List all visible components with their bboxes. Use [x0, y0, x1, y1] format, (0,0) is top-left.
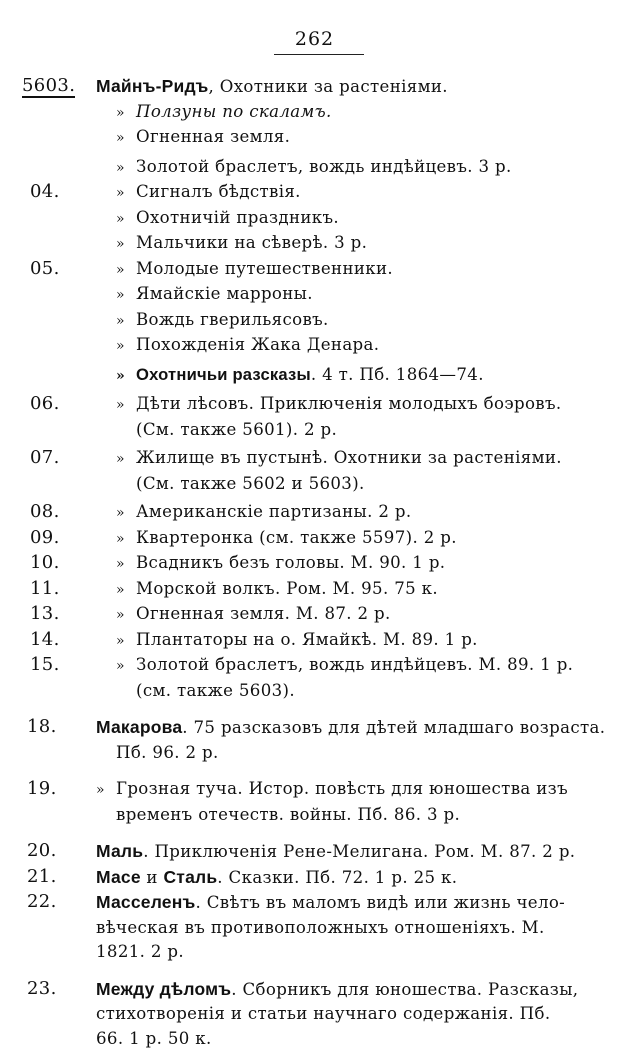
- entry-number: 5603.: [22, 75, 75, 98]
- entry-number: 18.: [22, 715, 96, 765]
- entry-details: (См. также 5601). 2 р.: [116, 418, 622, 443]
- entry-5603: [22, 74, 622, 100]
- entry-title: Золотой браслетъ, вождь индѣйцевъ. 3 р.: [136, 157, 512, 176]
- entry-number: 11.: [22, 577, 96, 603]
- page-number: 262: [0, 28, 629, 50]
- entry-title: Ямайскіе марроны.: [136, 284, 313, 303]
- ditto-mark: »: [116, 364, 136, 389]
- ditto-mark: »: [116, 578, 136, 603]
- entry-13: [22, 602, 622, 628]
- entry-04: [22, 180, 622, 206]
- entry-title: Дѣти лѣсовъ. Приключенія молодыхъ боэровъ.: [136, 394, 562, 413]
- entry-details: 66. 1 р. 50 к.: [96, 1027, 622, 1051]
- entry-title: , Охотники за растеніями.: [209, 77, 448, 96]
- entry-5603-sub-1: [22, 100, 622, 126]
- entry-title: Огненная земля.: [136, 127, 290, 146]
- entry-5603-sub-2: [22, 125, 622, 151]
- ditto-mark: »: [116, 283, 136, 308]
- entry-21: [22, 865, 622, 891]
- entry-details: 1821. 2 р.: [96, 940, 622, 965]
- entry-number: 23.: [22, 977, 96, 1051]
- ditto-mark: »: [116, 393, 136, 418]
- entry-number: 21.: [22, 865, 96, 891]
- entry-number: 07.: [22, 446, 96, 496]
- entry-number: 22.: [22, 890, 96, 965]
- entry-title: Вождь гверильясовъ.: [136, 310, 329, 329]
- entry-05-sub-3: [22, 333, 622, 359]
- entry-5603-sub-3: [22, 155, 622, 181]
- entry-title-continued: стихотворенія и статьи научнаго содержанія. Пб.: [96, 1002, 622, 1027]
- entry-04-sub-2: [22, 231, 622, 257]
- entry-number: 04.: [22, 180, 96, 206]
- ditto-mark: »: [116, 207, 136, 232]
- catalog-entries: [22, 74, 622, 1051]
- ditto-mark: »: [116, 603, 136, 628]
- entry-title: . 75 разсказовъ для дѣтей младшаго возраста.: [182, 718, 605, 737]
- entry-08: [22, 500, 622, 526]
- entry-title: . Свѣтъ въ маломъ видѣ или жизнь чело-: [195, 893, 565, 912]
- page-number-rule: [274, 54, 364, 55]
- entry-number: 09.: [22, 526, 96, 552]
- ditto-mark: »: [116, 501, 136, 526]
- entry-title: Похожденія Жака Денара.: [136, 335, 379, 354]
- ditto-mark: »: [116, 447, 136, 472]
- entry-number: 15.: [22, 653, 96, 703]
- entry-06: [22, 392, 622, 442]
- entry-05-sub-1: [22, 282, 622, 308]
- entry-title: Морской волкъ. Ром. М. 95. 75 к.: [136, 579, 438, 598]
- ditto-mark: »: [116, 334, 136, 359]
- entry-title: . Сборникъ для юношества. Разсказы,: [231, 980, 578, 999]
- entry-title: Квартеронка (см. также 5597). 2 р.: [136, 528, 457, 547]
- entry-author: Майнъ-Ридъ: [96, 76, 209, 96]
- entry-title: Ползуны по скаламъ.: [136, 102, 332, 121]
- ditto-mark: »: [116, 258, 136, 283]
- entry-title: Молодые путешественники.: [136, 259, 393, 278]
- entry-number: 06.: [22, 392, 96, 442]
- entry-10: [22, 551, 622, 577]
- entry-title: Сигналъ бѣдствія.: [136, 182, 301, 201]
- entry-author: Маль: [96, 841, 143, 861]
- entry-details: (См. также 5602 и 5603).: [116, 472, 622, 497]
- entry-title: Жилище въ пустынѣ. Охотники за растеніями.: [136, 448, 562, 467]
- entry-author: Масселенъ: [96, 892, 195, 912]
- entry-author-2: Сталь: [163, 867, 217, 887]
- entry-title: Огненная земля. М. 87. 2 р.: [136, 604, 391, 623]
- ditto-mark: »: [116, 654, 136, 679]
- entry-title: Американскіе партизаны. 2 р.: [136, 502, 411, 521]
- entry-author: Макарова: [96, 717, 182, 737]
- entry-20: [22, 839, 622, 865]
- ditto-mark: »: [116, 527, 136, 552]
- entry-details: . 4 т. Пб. 1864—74.: [311, 365, 484, 384]
- entry-05-sub-2: [22, 308, 622, 334]
- entry-09: [22, 526, 622, 552]
- ditto-mark: »: [116, 126, 136, 151]
- entry-title: Мальчики на сѣверѣ. 3 р.: [136, 233, 367, 252]
- entry-title: . Приключенія Рене-Мелигана. Ром. М. 87. 2 р.: [143, 842, 575, 861]
- entry-title: Всадникъ безъ головы. М. 90. 1 р.: [136, 553, 445, 572]
- ditto-mark: »: [116, 232, 136, 257]
- entry-number: 19.: [22, 777, 96, 827]
- entry-number: 08.: [22, 500, 96, 526]
- entry-14: [22, 628, 622, 654]
- entry-number: 10.: [22, 551, 96, 577]
- entry-details: Пб. 96. 2 р.: [96, 741, 622, 766]
- ditto-mark: »: [116, 101, 136, 126]
- entry-22: [22, 890, 622, 965]
- entry-title: Плантаторы на о. Ямайкѣ. М. 89. 1 р.: [136, 630, 478, 649]
- ditto-mark: »: [116, 552, 136, 577]
- entry-title: . Сказки. Пб. 72. 1 р. 25 к.: [217, 868, 457, 887]
- entry-title: Грозная туча. Истор. повѣсть для юношества изъ: [116, 779, 568, 798]
- entry-author: Между дѣломъ: [96, 979, 231, 999]
- entry-details: (см. также 5603).: [116, 679, 622, 704]
- ditto-mark: »: [116, 309, 136, 334]
- ditto-mark: »: [96, 778, 116, 803]
- entry-details: временъ отечеств. войны. Пб. 86. 3 р.: [96, 803, 622, 828]
- entry-title-bold: Охотничьи разсказы: [136, 365, 311, 384]
- entry-19: [22, 777, 622, 827]
- entry-04-sub-1: [22, 206, 622, 232]
- entry-05-sub-4: [22, 363, 622, 389]
- entry-11: [22, 577, 622, 603]
- entry-15: [22, 653, 622, 703]
- entry-05: [22, 257, 622, 283]
- entry-number: 20.: [22, 839, 96, 865]
- entry-title-continued: вѣческая въ противоположныхъ отношеніяхъ. М.: [96, 916, 622, 941]
- entry-23: [22, 977, 622, 1051]
- ditto-mark: »: [116, 181, 136, 206]
- entry-title: Охотничій праздникъ.: [136, 208, 339, 227]
- ditto-mark: »: [116, 629, 136, 654]
- entry-18: [22, 715, 622, 765]
- entry-author: Масе: [96, 867, 141, 887]
- entry-number: 13.: [22, 602, 96, 628]
- entry-07: [22, 446, 622, 496]
- entry-conjunction: и: [141, 868, 164, 887]
- ditto-mark: »: [116, 156, 136, 181]
- entry-number: 05.: [22, 257, 96, 283]
- entry-number: 14.: [22, 628, 96, 654]
- entry-title: Золотой браслетъ, вождь индѣйцевъ. М. 89. 1 р.: [136, 655, 573, 674]
